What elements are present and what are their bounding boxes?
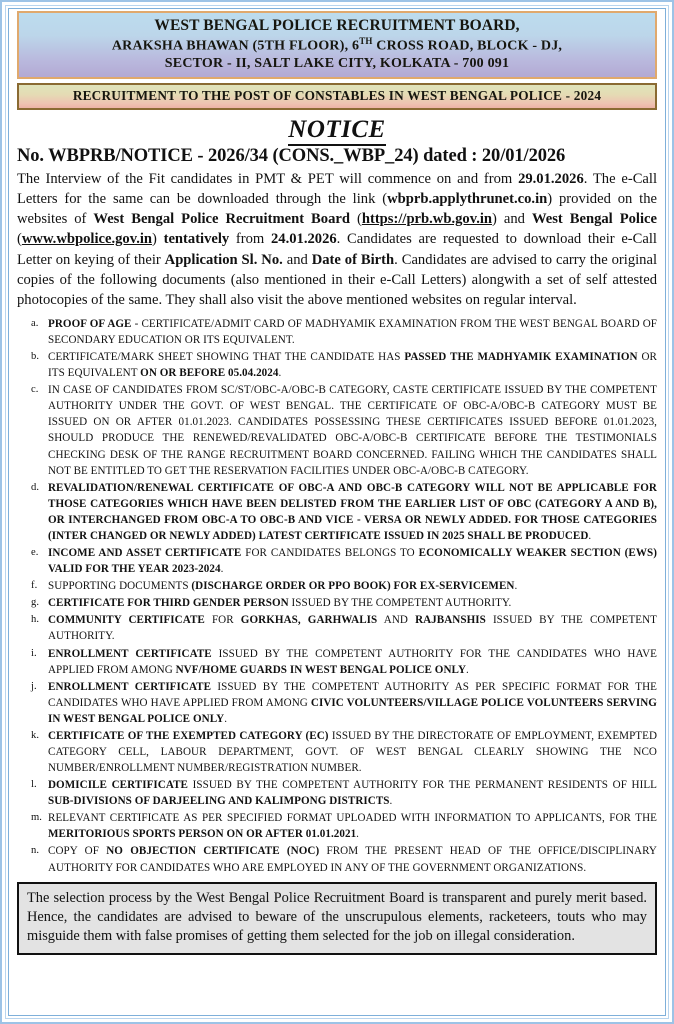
document-item-text: . <box>389 795 393 808</box>
document-item-text: FOR CANDIDATES BELONGS TO <box>241 547 419 560</box>
document-item-text: OR ITS EQUIVALENT <box>48 351 657 380</box>
date-of-birth-label: Date of Birth <box>311 251 395 268</box>
recruitment-subject-banner: RECRUITMENT TO THE POST OF CONSTABLES IN WEST BENGAL POLICE - 2024 <box>17 83 657 110</box>
intro-text-7: ) <box>152 231 164 248</box>
document-item-text: ISSUED BY THE COMPETENT AUTHORITY. <box>288 597 512 610</box>
document-item-emphasis: CERTIFICATE FOR THIRD GENDER PERSON <box>48 597 289 610</box>
intro-text-11: . Candidates are advised to carry the original copies of the following documents (also mentioned in their e-Call Letters) alongwith a set of self attested photocopies of the same. They shall also visit the above mentioned websites on regular interval. <box>17 251 658 308</box>
organization-name: WEST BENGAL POLICE RECRUITMENT BOARD, <box>154 17 520 34</box>
tentatively-emphasis: tentatively <box>163 231 230 248</box>
document-list-item <box>17 843 657 875</box>
intro-text-8: from <box>229 231 271 248</box>
document-list-item <box>17 545 657 577</box>
document-list-item <box>17 810 657 842</box>
document-list-item <box>17 612 657 644</box>
board-website-link[interactable]: https://prb.wb.gov.in <box>361 211 493 228</box>
document-item-text: COPY OF <box>48 845 107 858</box>
required-documents-list <box>17 316 657 876</box>
document-item-text: ISSUED BY THE COMPETENT AUTHORITY. <box>48 614 657 643</box>
document-item-text: ISSUED BY THE COMPETENT AUTHORITY FOR THE CANDIDATES WHO HAVE APPLIED FROM AMONG <box>48 647 657 676</box>
document-list-item <box>17 382 657 478</box>
ecall-letter-link: wbprb.applythrunet.co.in <box>387 191 548 208</box>
document-item-emphasis: ECONOMICALLY WEAKER SECTION (EWS) VALID FOR THE YEAR 2023-2024 <box>48 547 657 576</box>
document-list-item <box>17 646 657 678</box>
document-item-text: . <box>278 367 282 380</box>
intro-text-6: ( <box>17 231 22 248</box>
document-item-text: SUPPORTING DOCUMENTS <box>48 580 192 593</box>
document-item-emphasis: ENROLLMENT CERTIFICATE <box>48 680 212 693</box>
document-item-text: . <box>514 580 518 593</box>
intro-text-10: and <box>282 251 312 268</box>
document-item-text: ISSUED BY THE DIRECTORATE OF EMPLOYMENT, EXEMPTED CATEGORY CELL, LABOUR DEPARTMENT, GOVT. OF WEST BENGAL CLEARLY SHOWING THE NCO NUMBER/ENROLLMENT NUMBER/REGISTRATION NUMBER. <box>48 729 658 775</box>
document-item-text: . <box>224 712 228 725</box>
document-list-item <box>17 480 657 544</box>
document-item-text: FOR <box>204 614 241 627</box>
document-item-text: FROM THE PRESENT HEAD OF THE OFFICE/DISCIPLINARY AUTHORITY FOR CANDIDATES WHO ARE EMPLOYED IN ANY OF THE GOVERNMENT ORGANIZATIONS. <box>48 845 657 874</box>
document-item-text: . <box>220 563 224 576</box>
organization-header-banner <box>17 11 657 79</box>
document-item-emphasis: DOMICILE CERTIFICATE <box>48 779 188 792</box>
document-item-emphasis: RAJBANSHIS <box>415 614 486 627</box>
document-item-emphasis: NO OBJECTION CERTIFICATE (NOC) <box>106 845 320 858</box>
document-item-emphasis: MERITORIOUS SPORTS PERSON ON OR AFTER 01.01.2021 <box>48 828 357 841</box>
document-item-text: RELEVANT CERTIFICATE AS PER SPECIFIED FORMAT UPLOADED WITH INFORMATION TO APPLICANTS, FOR THE <box>48 812 657 825</box>
notice-number-line: No. WBPRB/NOTICE - 2026/34 (CONS._WBP_24) dated : 20/01/2026 <box>17 145 566 166</box>
document-list-item <box>17 316 657 348</box>
document-item-text: IN CASE OF CANDIDATES FROM SC/ST/OBC-A/OBC-B CATEGORY, CASTE CERTIFICATE ISSUED BY THE COMPETENT AUTHORITY UNDER THE GOVT. OF WEST BENGAL. THE CERTIFICATE OF OBC-A/OBC-B CATEGORY MUST BE ISSUED ON OR AFTER 01.01.2023. CANDIDATES POSSESSING THESE CERTIFICATES ISSUED BEFORE 01.01.2023, SHOULD PRODUCE THE RENEWED/REVALIDATED OBC-A/OBC-B CERTIFICATE BEFORE THE TESTIMONIALS CHECKING DESK OF THE RANGE RECRUITMENT BOARD CONCERNED. FAILING WHICH THE CANDIDATES SHALL NOT BE ENTITLED TO GET THE RESERVATION FACILITIES UNDER OBC-A/OBC-B CATEGORY. <box>48 384 657 477</box>
disclaimer-box: The selection process by the West Bengal Police Recruitment Board is transparent and purely merit based. Hence, the candidates are advised to beware of the unscrupulous elements, racketeers, touts who may misguide them with false promises of getting them selected for the job on illegal consideration. <box>17 882 657 955</box>
police-name: West Bengal Police <box>531 211 657 228</box>
document-page <box>9 9 665 1015</box>
document-list-item <box>17 595 657 611</box>
document-item-emphasis: ON OR BEFORE 05.04.2024 <box>140 367 279 380</box>
organization-address-line-2: SECTOR - II, SALT LAKE CITY, KOLKATA - 700 091 <box>164 55 510 71</box>
document-item-emphasis: PASSED THE MADHYAMIK EXAMINATION <box>404 351 638 364</box>
document-item-text: . <box>588 529 592 542</box>
document-item-emphasis: (DISCHARGE ORDER OR PPO BOOK) FOR EX-SERVICEMEN <box>191 580 515 593</box>
document-item-text: ISSUED BY THE COMPETENT AUTHORITY FOR THE PERMANENT RESIDENTS OF HILL <box>188 779 658 792</box>
intro-text-1: The Interview of the Fit candidates in PMT & PET will commence on and from <box>17 171 519 188</box>
intro-text-9: . Candidates are requested to download their e-Call Letter on keying of their <box>17 231 657 268</box>
document-list-item <box>17 349 657 381</box>
intro-text-4: ( <box>349 211 362 228</box>
address-line-1-pre: ARAKSHA BHAWAN (5TH FLOOR), 6 <box>111 38 360 54</box>
download-start-date: 24.01.2026 <box>270 231 337 248</box>
page-title-text: NOTICE <box>288 116 385 146</box>
document-list-item <box>17 777 657 809</box>
organization-address-line-1 <box>25 36 649 55</box>
interview-start-date: 29.01.2026 <box>518 171 584 188</box>
intro-paragraph <box>17 169 657 310</box>
document-item-text: . <box>466 663 469 676</box>
board-name: West Bengal Police Recruitment Board <box>93 211 350 228</box>
document-item-emphasis: PROOF OF AGE <box>48 317 132 330</box>
application-sl-no-label: Application Sl. No. <box>164 251 283 268</box>
document-item-text: CERTIFICATE/MARK SHEET SHOWING THAT THE CANDIDATE HAS <box>48 351 405 364</box>
document-item-emphasis: CIVIC VOLUNTEERS/VILLAGE POLICE VOLUNTEERS SERVING IN WEST BENGAL POLICE ONLY <box>48 696 657 725</box>
document-list-item <box>17 679 657 727</box>
document-item-emphasis: COMMUNITY CERTIFICATE <box>48 614 205 627</box>
document-list-item <box>17 728 657 776</box>
document-list-item <box>17 578 657 594</box>
intro-text-5: ) and <box>492 211 532 228</box>
page-title <box>17 116 657 144</box>
document-item-emphasis: NVF/HOME GUARDS IN WEST BENGAL POLICE ONLY <box>175 663 467 676</box>
document-item-text: AND <box>377 614 416 627</box>
document-item-emphasis: GORKHAS, GARHWALIS <box>240 614 378 627</box>
address-ordinal-suffix: TH <box>359 35 373 46</box>
address-line-1-post: CROSS ROAD, BLOCK - DJ, <box>372 38 563 54</box>
intro-text-3: ) provided on the websites of <box>17 191 658 228</box>
document-item-emphasis: CERTIFICATE OF THE EXEMPTED CATEGORY (EC) <box>48 729 329 742</box>
document-item-text: ISSUED BY THE COMPETENT AUTHORITY AS PER SPECIFIC FORMAT FOR THE CANDIDATES WHO HAVE APPLIED FROM AMONG <box>48 680 657 709</box>
document-item-emphasis: SUB-DIVISIONS OF DARJEELING AND KALIMPONG DISTRICTS <box>48 795 390 808</box>
document-item-text: . <box>356 828 359 841</box>
document-item-emphasis: ENROLLMENT CERTIFICATE <box>48 647 212 660</box>
intro-text-2: . The e-Call Letters for the same can be downloaded through the link ( <box>17 171 658 208</box>
document-item-emphasis: INCOME AND ASSET CERTIFICATE <box>48 547 242 560</box>
document-item-emphasis: REVALIDATION/RENEWAL CERTIFICATE OF OBC-A AND OBC-B CATEGORY WILL NOT BE APPLICABLE FOR THOSE CATEGORIES WHICH HAVE BEEN DELISTED FROM THE EARLIER LIST OF OBC (CATEGORY A AND B), OR INTERCHANGED FROM OBC-A TO OBC-B AND VICE - VERSA OR NEWLY ADDED. FOR THOSE CATEGORIES (INTER CHANGED OR NEWLY ADDED) LATEST CERTIFICATE ISSUED IN 2025 SHALL BE PRODUCED <box>48 481 657 542</box>
document-item-text: - CERTIFICATE/ADMIT CARD OF MADHYAMIK EXAMINATION FROM THE WEST BENGAL BOARD OF SECONDARY EDUCATION OR ITS EQUIVALENT. <box>48 317 657 347</box>
police-website-link[interactable]: www.wbpolice.gov.in <box>21 231 153 248</box>
